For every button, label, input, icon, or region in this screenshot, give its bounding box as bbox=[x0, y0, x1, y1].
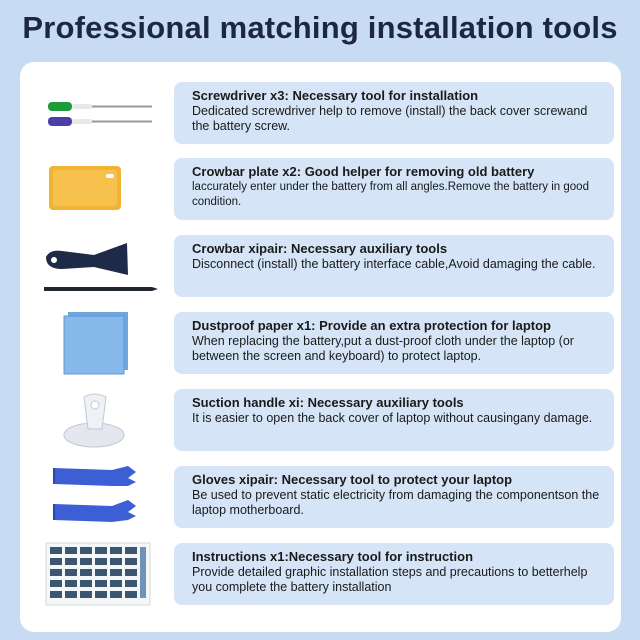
item-description: Disconnect (install) the battery interface cable,Avoid damaging the cable. bbox=[192, 257, 596, 271]
crowbar-plate-icon bbox=[32, 154, 162, 224]
item-card bbox=[174, 389, 614, 451]
item-card bbox=[174, 466, 614, 528]
instructions-icon bbox=[32, 539, 162, 609]
list-item-crowbar-plate bbox=[20, 158, 621, 220]
item-title: Crowbar xipair: Necessary auxiliary tools bbox=[192, 241, 448, 256]
tools-panel bbox=[20, 62, 621, 632]
item-title: Gloves xipair: Necessary tool to protect your laptop bbox=[192, 472, 513, 487]
item-title: Screwdriver x3: Necessary tool for installation bbox=[192, 88, 479, 103]
item-description: When replacing the battery,put a dust-proof cloth under the laptop (or between the screen and keyboard) to protect laptop. bbox=[192, 334, 574, 363]
list-item-instructions bbox=[20, 543, 621, 605]
item-title: Dustproof paper x1: Provide an extra protection for laptop bbox=[192, 318, 551, 333]
item-card bbox=[174, 312, 614, 374]
suction-handle-icon bbox=[32, 385, 162, 455]
item-card bbox=[174, 235, 614, 297]
screwdriver-icon bbox=[32, 78, 162, 148]
gloves-icon bbox=[32, 462, 162, 532]
item-card bbox=[174, 82, 614, 144]
crowbar-icon bbox=[32, 231, 162, 301]
item-description: Dedicated screwdriver help to remove (install) the back cover screwand the battery screw. bbox=[192, 104, 588, 133]
item-description: Provide detailed graphic installation steps and precautions to betterhelp you complete the battery installation bbox=[192, 565, 588, 594]
item-card bbox=[174, 543, 614, 605]
list-item-gloves bbox=[20, 466, 621, 528]
list-item-crowbar bbox=[20, 235, 621, 297]
item-description: laccurately enter under the battery from all angles.Remove the battery in good condition. bbox=[192, 181, 589, 208]
dustproof-paper-icon bbox=[32, 308, 162, 378]
item-title: Suction handle xi: Necessary auxiliary tools bbox=[192, 395, 464, 410]
item-description: Be used to prevent static electricity from damaging the componentson the laptop motherboard. bbox=[192, 488, 600, 517]
page-title: Professional matching installation tools bbox=[22, 10, 618, 45]
item-description: It is easier to open the back cover of laptop without causingany damage. bbox=[192, 411, 593, 425]
list-item-suction-handle bbox=[20, 389, 621, 451]
list-item-screwdriver bbox=[20, 82, 621, 144]
item-card bbox=[174, 158, 614, 220]
item-title: Crowbar plate x2: Good helper for removing old battery bbox=[192, 164, 535, 179]
item-title: Instructions x1:Necessary tool for instruction bbox=[192, 549, 474, 564]
list-item-dustproof-paper bbox=[20, 312, 621, 374]
